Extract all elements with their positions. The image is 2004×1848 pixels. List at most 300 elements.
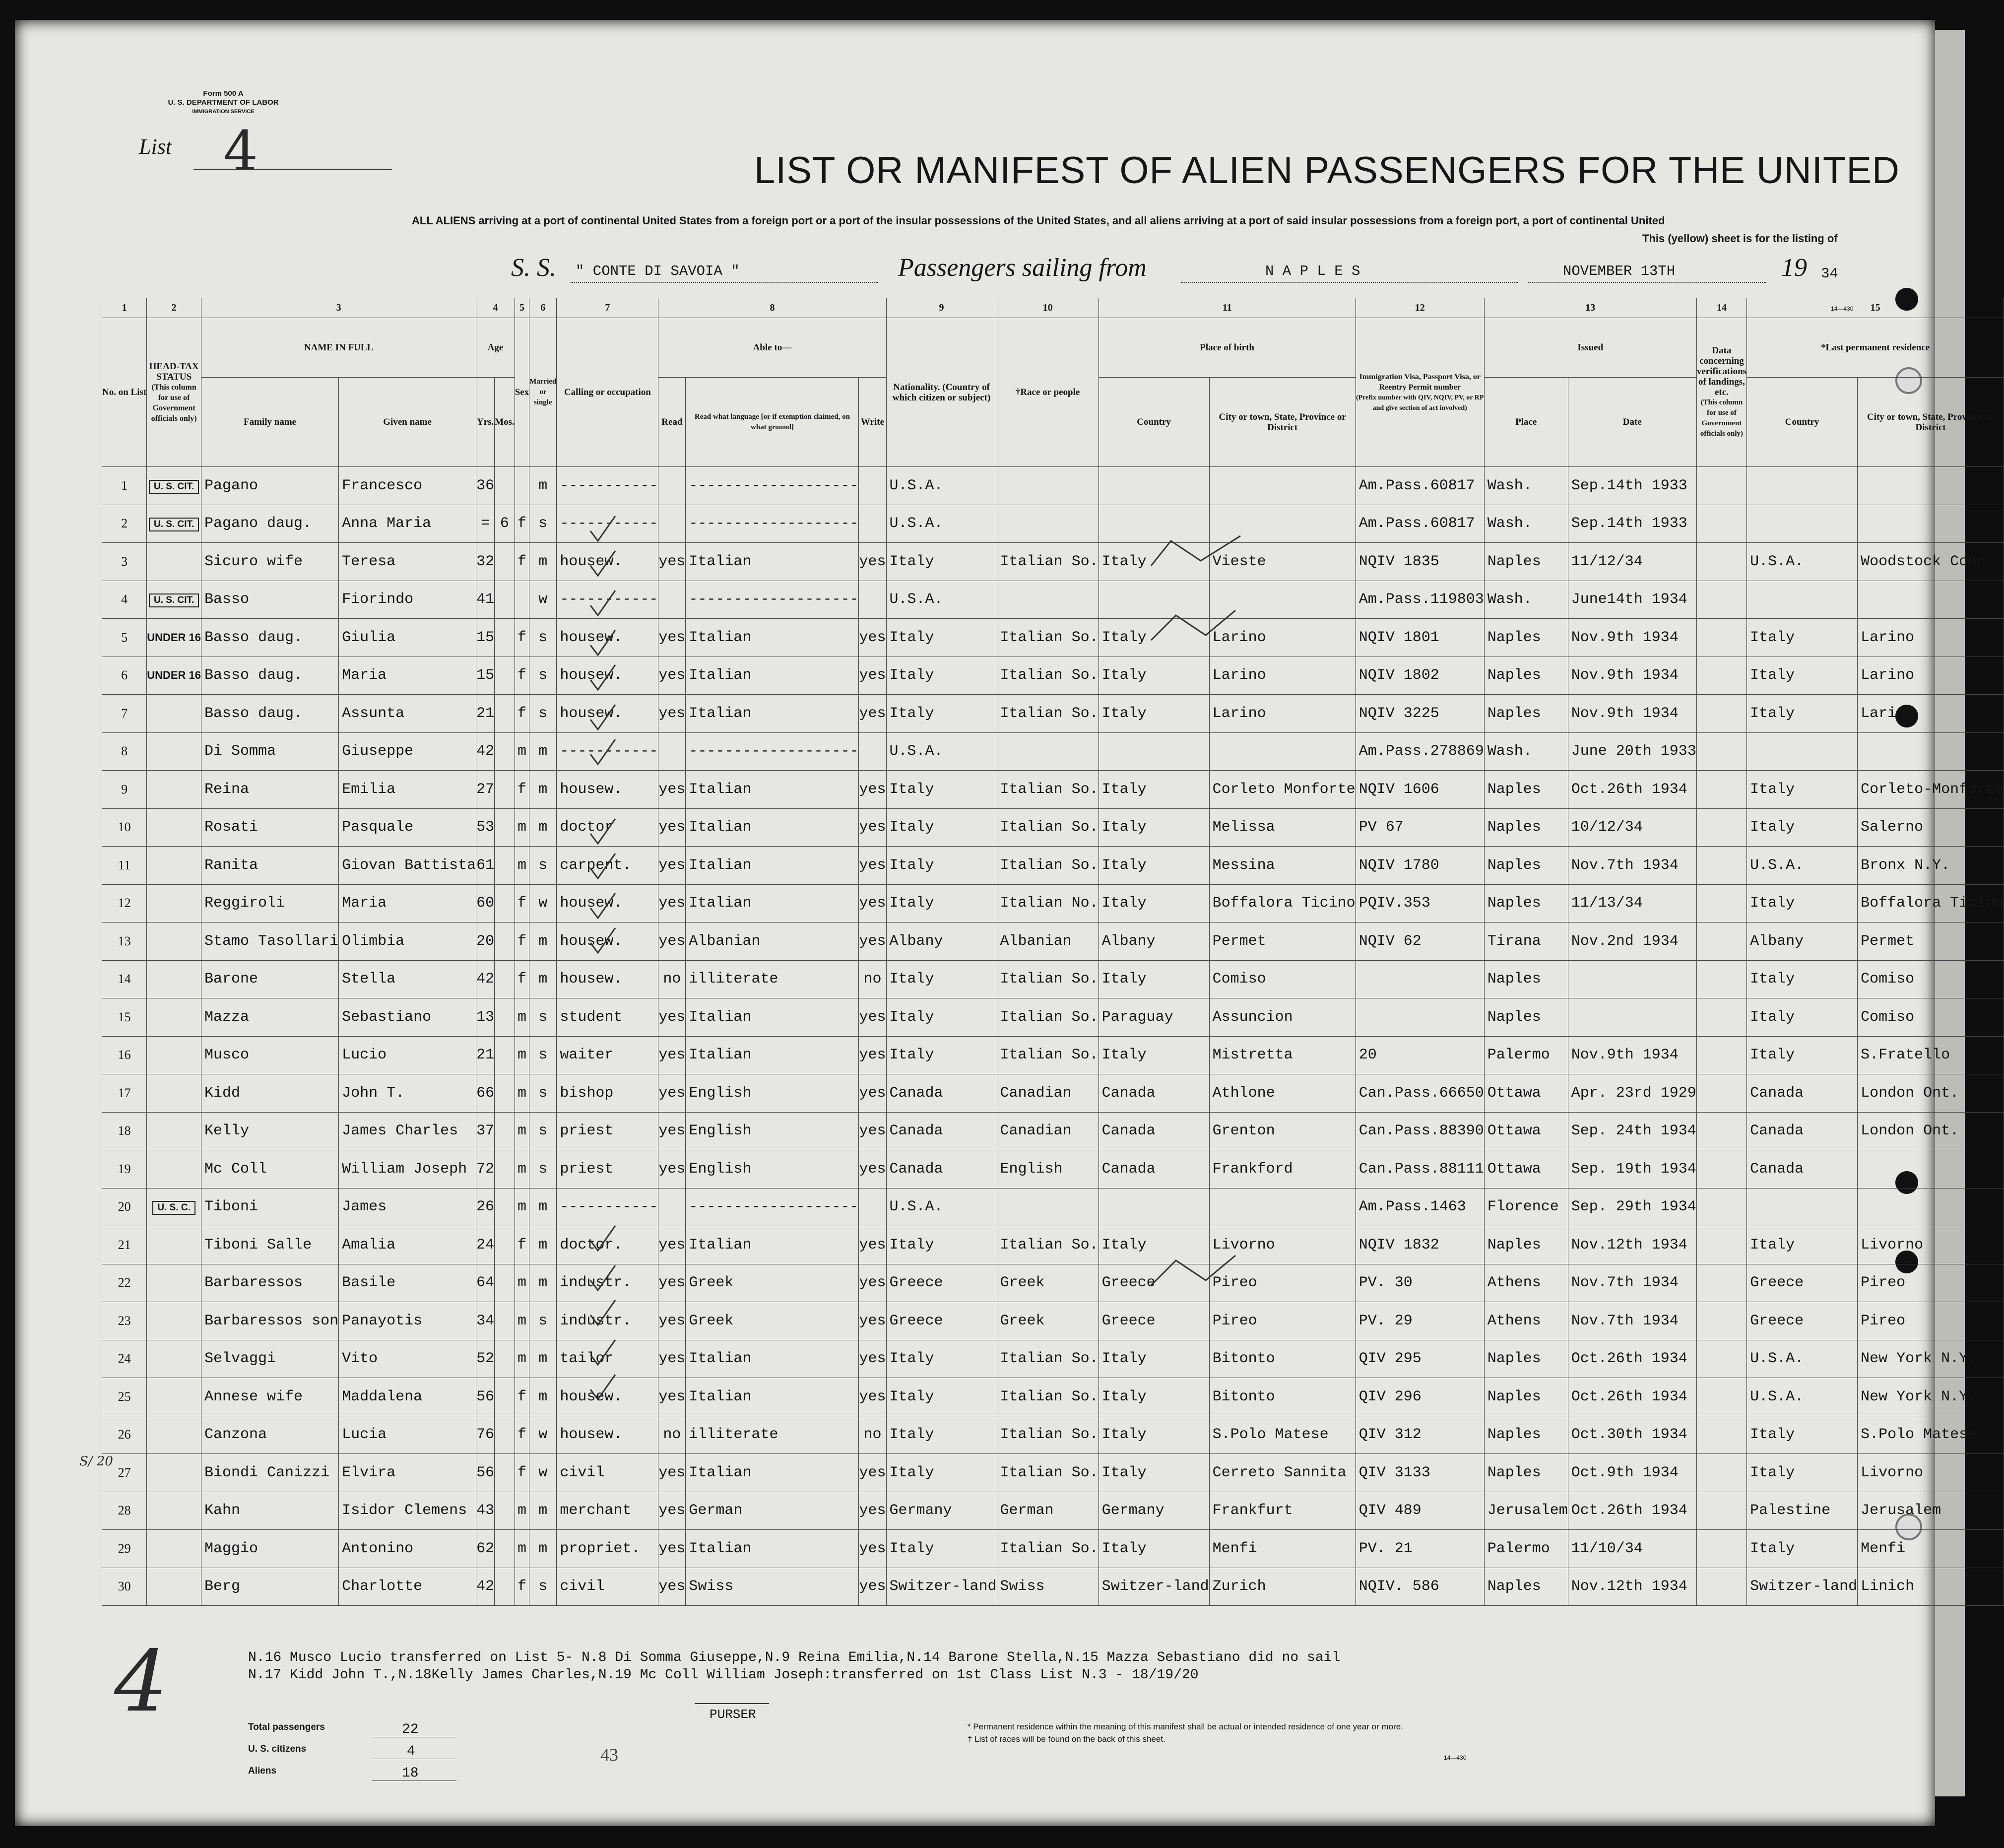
birth-country: Italy [1099,1340,1209,1378]
can-write [859,467,886,505]
occupation: priest [557,1150,658,1188]
occupation: housew. [557,1378,658,1416]
read-language: Italian [686,657,859,695]
visa-number: PV. 30 [1356,1264,1484,1302]
birth-city: Pireo [1209,1264,1356,1302]
nationality: Italy [886,1340,997,1378]
aliens-label: Aliens [248,1766,277,1776]
nationality: Germany [886,1492,997,1530]
header-yrs: Yrs. [476,378,495,467]
read-language: Italian [686,1226,859,1264]
permanent-residence-note: * Permanent residence within the meaning of this manifest shall be actual or intended residence of one year or more. [968,1722,1403,1731]
can-read: no [658,1416,686,1454]
age-years: 66 [476,1074,495,1113]
verification-cell [1696,960,1746,998]
total-passengers-row [248,1722,526,1744]
occupation: housew. [557,657,658,695]
row-number: 1 [102,467,147,505]
nationality: Italy [886,771,997,809]
residence-country [1747,581,1858,619]
age-months [495,543,515,581]
family-name: Basso [201,581,339,619]
visa-number: NQIV 1835 [1356,543,1484,581]
can-read: yes [658,695,686,733]
sex: m [515,1074,529,1113]
can-read: yes [658,1150,686,1188]
issued-place: Naples [1484,1226,1568,1264]
birth-city: Corleto Monforte [1209,771,1356,809]
marital-status: s [529,1150,557,1188]
can-write [859,581,886,619]
family-name: Tiboni Salle [201,1226,339,1264]
header-issued: Issued [1484,318,1696,378]
issued-date [1568,998,1696,1037]
sex: f [515,657,529,695]
header-able-to: Able to— [658,318,886,378]
family-name: Sicuro wife [201,543,339,581]
marital-status: w [529,884,557,923]
head-tax-stamp [147,1416,201,1454]
can-write: yes [859,1530,886,1568]
header-write: Write [859,378,886,467]
nationality: Italy [886,619,997,657]
residence-city [1858,505,2004,543]
birth-country: Italy [1099,1530,1209,1568]
birth-country: Italy [1099,695,1209,733]
row-number: 30 [102,1568,147,1606]
form-code-bottom: 14—430 [1444,1754,1467,1761]
head-tax-stamp [147,657,201,695]
sex: f [515,884,529,923]
visa-number: 20 [1356,1036,1484,1074]
age-years: 15 [476,619,495,657]
read-language: Italian [686,884,859,923]
issued-place: Naples [1484,960,1568,998]
can-read: yes [658,1226,686,1264]
can-read: yes [658,1112,686,1150]
sex: f [515,619,529,657]
race: Italian So. [997,1036,1099,1074]
verification-cell [1696,467,1746,505]
head-tax-stamp [147,467,201,505]
head-tax-stamp [147,619,201,657]
sex: f [515,923,529,961]
verification-cell [1696,1454,1746,1492]
given-name: Francesco [339,467,476,505]
age-years: 52 [476,1340,495,1378]
residence-country [1747,732,1858,771]
issued-place: Ottawa [1484,1074,1568,1113]
visa-number: NQIV 1801 [1356,619,1484,657]
marital-status: w [529,1416,557,1454]
birth-country: Canada [1099,1074,1209,1113]
occupation: priest [557,1112,658,1150]
can-write: yes [859,1226,886,1264]
visa-number: Can.Pass.88390 [1356,1112,1484,1150]
department: U. S. DEPARTMENT OF LABOR [168,98,279,107]
can-write: yes [859,1454,886,1492]
issued-date: Sep.14th 1933 [1568,467,1696,505]
can-read: yes [658,543,686,581]
row-number: 7 [102,695,147,733]
residence-country: Canada [1747,1150,1858,1188]
issued-place: Palermo [1484,1530,1568,1568]
sex: m [515,732,529,771]
race: German [997,1492,1099,1530]
row-number: 16 [102,1036,147,1074]
residence-country: Greece [1747,1264,1858,1302]
departure-date: NOVEMBER 13TH [1563,263,1676,279]
issued-place: Wash. [1484,581,1568,619]
residence-city: Livorno [1858,1226,2004,1264]
sex [515,581,529,619]
read-language: Italian [686,1530,859,1568]
row-number: 17 [102,1074,147,1113]
issued-date: Nov.9th 1934 [1568,695,1696,733]
checkmark-strokes-icon [585,496,665,1439]
sex: f [515,771,529,809]
family-name: Selvaggi [201,1340,339,1378]
age-months [495,1340,515,1378]
header-race: †Race or people [997,318,1099,467]
given-name: Anna Maria [339,505,476,543]
visa-number: Am.Pass.278869 [1356,732,1484,771]
birth-country: Italy [1099,1454,1209,1492]
residence-city [1858,1150,2004,1188]
issued-date: Sep. 29th 1934 [1568,1188,1696,1226]
family-name: Biondi Canizzi [201,1454,339,1492]
nationality: Italy [886,1454,997,1492]
residence-country: Italy [1747,884,1858,923]
marital-status: m [529,1530,557,1568]
head-tax-note: (This column for use of Government officials only) [151,383,197,423]
birth-city: Permet [1209,923,1356,961]
residence-country: Switzer-land [1747,1568,1858,1606]
birth-city: Melissa [1209,808,1356,847]
table-row [102,1264,2004,1302]
race: Italian So. [997,1340,1099,1378]
birth-city: Mistretta [1209,1036,1356,1074]
head-tax-stamp [147,1378,201,1416]
table-row [102,581,2004,619]
age-months [495,923,515,961]
table-row [102,1112,2004,1150]
family-name: Reina [201,771,339,809]
age-months [495,1226,515,1264]
row-number: 14 [102,960,147,998]
visa-number: Am.Pass.60817 [1356,505,1484,543]
birth-country: Italy [1099,884,1209,923]
can-read: yes [658,1302,686,1340]
table-row [102,1416,2004,1454]
issued-place: Naples [1484,619,1568,657]
residence-country: Italy [1747,1226,1858,1264]
race: Italian So. [997,847,1099,885]
read-language: Italian [686,619,859,657]
header-res-country: Country [1747,378,1858,467]
header-visa [1356,318,1484,467]
sex: m [515,1530,529,1568]
age-years: 60 [476,884,495,923]
issued-date: Oct.26th 1934 [1568,771,1696,809]
visa-number: PV. 29 [1356,1302,1484,1340]
colnum: 12 [1356,298,1484,318]
can-write: yes [859,1568,886,1606]
residence-city: Menfi [1858,1530,2004,1568]
read-language: ------------------- [686,467,859,505]
sex: m [515,1492,529,1530]
issued-date: Sep. 19th 1934 [1568,1150,1696,1188]
residence-city: Jerusalem [1858,1492,2004,1530]
race: Italian So. [997,960,1099,998]
residence-country: Greece [1747,1302,1858,1340]
issued-place: Naples [1484,1378,1568,1416]
can-read: yes [658,619,686,657]
race: Italian So. [997,1416,1099,1454]
residence-country [1747,467,1858,505]
age-months [495,1378,515,1416]
can-write: yes [859,998,886,1037]
sex: f [515,960,529,998]
read-language: Italian [686,1378,859,1416]
nationality: U.S.A. [886,732,997,771]
residence-country [1747,505,1858,543]
issued-place: Naples [1484,771,1568,809]
occupation: industr. [557,1302,658,1340]
read-language: Greek [686,1264,859,1302]
family-name: Maggio [201,1530,339,1568]
nationality: Switzer-land [886,1568,997,1606]
given-name: Emilia [339,771,476,809]
table-row [102,847,2004,885]
marital-status: m [529,1492,557,1530]
residence-city [1858,581,2004,619]
marital-status: s [529,1036,557,1074]
verification-cell [1696,732,1746,771]
residence-city [1858,732,2004,771]
age-months [495,1074,515,1113]
residence-country: Palestine [1747,1492,1858,1530]
head-tax-stamp [147,543,201,581]
marital-status: s [529,1302,557,1340]
row-number: 6 [102,657,147,695]
family-name: Kelly [201,1112,339,1150]
issued-date: 11/10/34 [1568,1530,1696,1568]
residence-country: U.S.A. [1747,543,1858,581]
verification-cell [1696,581,1746,619]
read-language: Swiss [686,1568,859,1606]
age-months [495,1530,515,1568]
visa-note: (Prefix number with QIV, NQIV, PV, or RP and give section of act involved) [1356,394,1484,412]
birth-city: Athlone [1209,1074,1356,1113]
issued-place: Naples [1484,1340,1568,1378]
birth-country: Greece [1099,1302,1209,1340]
age-months [495,467,515,505]
birth-country: Italy [1099,847,1209,885]
age-months [495,732,515,771]
head-tax-stamp [147,1568,201,1606]
row-number: 10 [102,808,147,847]
sex: f [515,543,529,581]
table-row [102,1340,2004,1378]
header-res-city: City or town, State, Province or District [1858,378,2004,467]
can-write: yes [859,543,886,581]
age-years: 13 [476,998,495,1037]
row-26-handwritten-mark: S/ 20 [79,1454,113,1469]
sex: f [515,1568,529,1606]
table-row [102,619,2004,657]
given-name: Teresa [339,543,476,581]
verification-cell [1696,808,1746,847]
residence-country: U.S.A. [1747,1378,1858,1416]
head-tax-stamp [147,960,201,998]
residence-city: S.Fratello [1858,1036,2004,1074]
can-read: yes [658,998,686,1037]
stamp-badge: U. S. C. [152,1201,195,1215]
read-language: Italian [686,1340,859,1378]
row-number: 3 [102,543,147,581]
visa-number: Am.Pass.1463 [1356,1188,1484,1226]
residence-city: Boffalora Ticino [1858,884,2004,923]
table-row [102,467,2004,505]
residence-city: Larino [1858,695,2004,733]
read-language: Italian [686,847,859,885]
sex: f [515,1454,529,1492]
head-tax-stamp [147,1226,201,1264]
issued-date: Nov.2nd 1934 [1568,923,1696,961]
race [997,732,1099,771]
residence-country: Italy [1747,998,1858,1037]
verification-cell [1696,1074,1746,1113]
read-language: Italian [686,1036,859,1074]
row-number: 25 [102,1378,147,1416]
can-write: yes [859,1150,886,1188]
age-months [495,847,515,885]
issued-place: Naples [1484,884,1568,923]
issued-place: Naples [1484,1568,1568,1606]
visa-number: NQIV 1606 [1356,771,1484,809]
manifest-rows [102,467,2004,1606]
row-number: 20 [102,1188,147,1226]
visa-number [1356,998,1484,1037]
head-tax-stamp [147,581,201,619]
header-birth-country: Country [1099,378,1209,467]
age-years: 15 [476,657,495,695]
stamp-badge: UNDER 16 [147,631,201,644]
can-write: yes [859,884,886,923]
read-language: illiterate [686,1416,859,1454]
sex: m [515,1036,529,1074]
verification-cell [1696,1530,1746,1568]
sex: m [515,1150,529,1188]
nationality: U.S.A. [886,467,997,505]
age-months [495,960,515,998]
form-number: Form 500 A [203,89,244,98]
verification-cell [1696,884,1746,923]
list-number: 4 [223,119,258,183]
can-write [859,732,886,771]
family-name: Canzona [201,1416,339,1454]
head-tax-stamp [147,1492,201,1530]
issued-date: Nov.7th 1934 [1568,1264,1696,1302]
issued-place: Tirana [1484,923,1568,961]
family-name: Pagano daug. [201,505,339,543]
age-years: 37 [476,1112,495,1150]
table-row [102,808,2004,847]
header-issued-place: Place [1484,378,1568,467]
visa-number: NQIV 62 [1356,923,1484,961]
residence-country [1747,1188,1858,1226]
stamp-badge: U. S. CIT. [149,480,199,494]
birth-city: Pireo [1209,1302,1356,1340]
birth-city: Cerreto Sannita [1209,1454,1356,1492]
colnum: 15 [1747,298,2004,318]
age-years: 26 [476,1188,495,1226]
visa-number: Can.Pass.66650 [1356,1074,1484,1113]
head-tax-stamp [147,1074,201,1113]
head-tax-stamp [147,1264,201,1302]
head-tax-stamp [147,847,201,885]
head-tax-stamp [147,1340,201,1378]
birth-city: Bitonto [1209,1340,1356,1378]
table-row [102,1530,2004,1568]
birth-country: Italy [1099,1378,1209,1416]
sex: f [515,505,529,543]
race: Italian So. [997,1226,1099,1264]
race: English [997,1150,1099,1188]
birth-country: Italy [1099,808,1209,847]
occupation: housew. [557,923,658,961]
read-language: ------------------- [686,581,859,619]
departure-port: N A P L E S [1265,263,1360,279]
occupation: tailor [557,1340,658,1378]
issued-place: Naples [1484,847,1568,885]
family-name: Pagano [201,467,339,505]
race: Canadian [997,1112,1099,1150]
table-row [102,1568,2004,1606]
table-row [102,543,2004,581]
column-numbers-row [102,298,2004,318]
marital-status: s [529,695,557,733]
residence-city: New York N.Y. [1858,1378,2004,1416]
row-number: 9 [102,771,147,809]
race [997,505,1099,543]
birth-city: Frankfurt [1209,1492,1356,1530]
sex: m [515,1264,529,1302]
occupation: bishop [557,1074,658,1113]
age-months [495,808,515,847]
race: Italian So. [997,998,1099,1037]
ss-label: S. S. [511,254,556,282]
header-read-language: Read what language [or if exemption claimed, on what ground] [686,378,859,467]
header-issued-date: Date [1568,378,1696,467]
marital-status: m [529,808,557,847]
row-number: 23 [102,1302,147,1340]
nationality: Canada [886,1074,997,1113]
us-citizens-value: 4 [407,1744,415,1759]
can-read: yes [658,1036,686,1074]
nationality: Italy [886,998,997,1037]
can-read: yes [658,808,686,847]
issued-place: Wash. [1484,467,1568,505]
nationality: Canada [886,1112,997,1150]
read-language: Italian [686,771,859,809]
given-name: Maria [339,657,476,695]
issued-place: Jerusalem [1484,1492,1568,1530]
family-name: Berg [201,1568,339,1606]
given-name: Amalia [339,1226,476,1264]
given-name: Isidor Clemens [339,1492,476,1530]
